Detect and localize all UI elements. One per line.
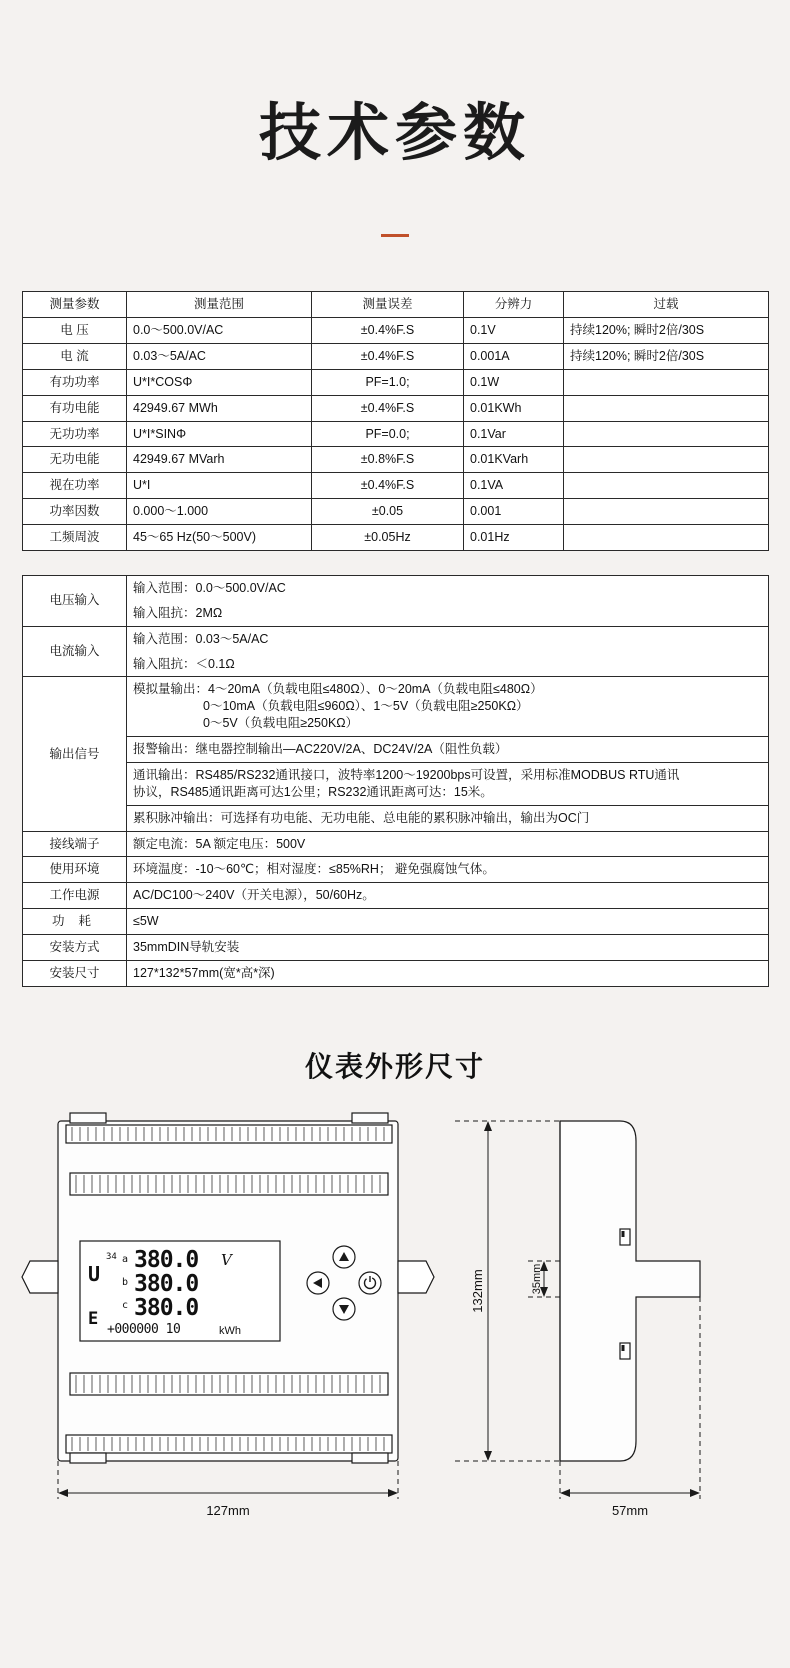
detail-spec-table (22, 575, 769, 987)
param-error: ±0.05 (312, 499, 464, 525)
lcd-tag-u: U (88, 1261, 101, 1286)
dim-label-width: 127mm (206, 1502, 250, 1518)
consumption-value: ≤5W (127, 909, 769, 935)
voltage-input-impedance: 输入阻抗：2MΩ (127, 601, 769, 626)
lcd-phase-c: c (122, 1299, 129, 1311)
current-input-impedance: 输入阻抗：＜0.1Ω (127, 652, 769, 677)
comm-line-2: 协议，RS485通讯距离可达1公里；RS232通讯距离可达：15米。 (133, 784, 493, 799)
table-row-terminal (23, 831, 769, 857)
row-label-current-input: 电流输入 (23, 626, 127, 677)
analog-line-2: 0～10mA（负载电阻≤960Ω）、1～5V（负载电阻≥250KΩ） (203, 699, 529, 714)
table-row (23, 762, 769, 805)
param-range: 42949.67 MWh (127, 395, 312, 421)
param-error: ±0.4%F.S (312, 318, 464, 344)
table-row (23, 473, 769, 499)
param-overload (564, 369, 769, 395)
row-label-power: 工作电源 (23, 883, 127, 909)
param-range: 0.03～5A/AC (127, 343, 312, 369)
col-header-param: 测量参数 (23, 292, 127, 318)
param-name: 有功电能 (23, 395, 127, 421)
table-row (23, 499, 769, 525)
analog-line-3: 0～5V（负载电阻≥250KΩ） (203, 716, 359, 731)
col-header-overload: 过载 (564, 292, 769, 318)
lcd-small-top: 34 (106, 1251, 117, 1262)
row-label-output-signal: 输出信号 (23, 677, 127, 831)
param-name: 无功电能 (23, 447, 127, 473)
param-overload (564, 525, 769, 551)
param-resolution: 0.001A (464, 343, 564, 369)
param-error: ±0.4%F.S (312, 395, 464, 421)
lcd-row3: 380.0 (134, 1294, 199, 1321)
row-label-consumption: 功耗 (23, 909, 127, 935)
param-resolution: 0.01KWh (464, 395, 564, 421)
param-name: 工频周波 (23, 525, 127, 551)
param-error: PF=1.0; (312, 369, 464, 395)
param-name: 功率因数 (23, 499, 127, 525)
mounting-value: 35mmDIN导轨安装 (127, 935, 769, 961)
param-resolution: 0.01Hz (464, 525, 564, 551)
lcd-row1: 380.0 (134, 1246, 199, 1273)
table-row (23, 805, 769, 831)
row-label-voltage-input: 电压输入 (23, 575, 127, 626)
table-row-current-input (23, 626, 769, 651)
table-row-dimension (23, 960, 769, 986)
table-row (23, 601, 769, 626)
comm-line-1: 通讯输出：RS485/RS232通讯接口，波特率1200～19200bps可设置，采用标准MODBUS RTU通讯 (133, 767, 680, 782)
row-label-environment: 使用环境 (23, 857, 127, 883)
table-header-row (23, 292, 769, 318)
title-divider (381, 234, 409, 237)
table-row (23, 737, 769, 763)
table-row (23, 395, 769, 421)
environment-value: 环境温度：-10～60℃；相对湿度：≤85%RH； 避免强腐蚀气体。 (127, 857, 769, 883)
col-header-error: 测量误差 (312, 292, 464, 318)
param-name: 视在功率 (23, 473, 127, 499)
param-range: U*I*COSΦ (127, 369, 312, 395)
lcd-tag-e: E (88, 1308, 99, 1329)
spec-table-wrapper (0, 291, 790, 551)
table-row-output-signal (23, 677, 769, 737)
param-overload: 持续120%; 瞬时2倍/30S (564, 343, 769, 369)
section-title-dimensions: 仪表外形尺寸 (304, 1050, 485, 1082)
param-resolution: 0.1VA (464, 473, 564, 499)
table-row (23, 343, 769, 369)
output-pulse: 累积脉冲输出：可选择有功电能、无功电能、总电能的累积脉冲输出，输出为OC门 (127, 805, 769, 831)
table-row (23, 525, 769, 551)
analog-line-1: 模拟量输出：4～20mA（负载电阻≤480Ω）、0～20mA（负载电阻≤480Ω） (133, 682, 543, 697)
lcd-phase-b: b (122, 1276, 129, 1288)
voltage-input-range: 输入范围：0.0～500.0V/AC (127, 575, 769, 600)
param-overload (564, 499, 769, 525)
device-dimension-drawing (0, 1111, 790, 1531)
table-row (23, 421, 769, 447)
table-row (23, 369, 769, 395)
param-range: 0.000～1.000 (127, 499, 312, 525)
param-resolution: 0.1W (464, 369, 564, 395)
param-name: 有功功率 (23, 369, 127, 395)
lcd-row2: 380.0 (134, 1270, 199, 1297)
table-row (23, 652, 769, 677)
dimension-value: 127*132*57mm(宽*高*深) (127, 960, 769, 986)
row-label-dimension: 安装尺寸 (23, 960, 127, 986)
lcd-phase-a: a (122, 1253, 129, 1265)
page-title: 技术参数 (258, 99, 531, 168)
param-name: 电 压 (23, 318, 127, 344)
output-alarm: 报警输出：继电器控制输出—AC220V/2A、DC24V/2A（阻性负载） (127, 737, 769, 763)
col-header-resolution: 分辨力 (464, 292, 564, 318)
param-overload (564, 395, 769, 421)
col-header-range: 测量范围 (127, 292, 312, 318)
param-resolution: 0.001 (464, 499, 564, 525)
param-resolution: 0.1V (464, 318, 564, 344)
output-comm-cell (127, 762, 769, 805)
param-error: ±0.4%F.S (312, 343, 464, 369)
dim-label-rail: 35mm (531, 1263, 543, 1295)
table-row-power (23, 883, 769, 909)
param-overload (564, 421, 769, 447)
param-error: ±0.4%F.S (312, 473, 464, 499)
param-resolution: 0.01KVarh (464, 447, 564, 473)
dim-label-height: 132mm (470, 1269, 485, 1313)
terminal-value: 额定电流：5A 额定电压：500V (127, 831, 769, 857)
table-row-voltage-input (23, 575, 769, 600)
table-row (23, 447, 769, 473)
current-input-range: 输入范围：0.03～5A/AC (127, 626, 769, 651)
param-range: U*I*SINΦ (127, 421, 312, 447)
row-label-terminal: 接线端子 (23, 831, 127, 857)
lcd-unit-v: V (221, 1250, 232, 1269)
param-range: 42949.67 MVarh (127, 447, 312, 473)
param-overload (564, 447, 769, 473)
table-row (23, 318, 769, 344)
dim-label-depth: 57mm (611, 1502, 649, 1518)
param-error: ±0.8%F.S (312, 447, 464, 473)
table-row-consumption (23, 909, 769, 935)
param-overload (564, 473, 769, 499)
lcd-energy: +000000 10 (107, 1321, 181, 1337)
param-name: 无功功率 (23, 421, 127, 447)
param-range: 45～65 Hz(50～500V) (127, 525, 312, 551)
measurement-spec-table (22, 291, 769, 551)
param-overload: 持续120%; 瞬时2倍/30S (564, 318, 769, 344)
table-row-mounting (23, 935, 769, 961)
output-analog-cell (127, 677, 769, 737)
param-error: PF=0.0; (312, 421, 464, 447)
param-range: U*I (127, 473, 312, 499)
power-value: AC/DC100～240V（开关电源），50/60Hz。 (127, 883, 769, 909)
param-error: ±0.05Hz (312, 525, 464, 551)
lcd-unit-kwh: kWh (219, 1324, 241, 1337)
table-row-environment (23, 857, 769, 883)
param-range: 0.0～500.0V/AC (127, 318, 312, 344)
param-name: 电 流 (23, 343, 127, 369)
side-view (560, 1121, 700, 1461)
detail-table-wrapper (0, 575, 790, 987)
row-label-mounting: 安装方式 (23, 935, 127, 961)
param-resolution: 0.1Var (464, 421, 564, 447)
